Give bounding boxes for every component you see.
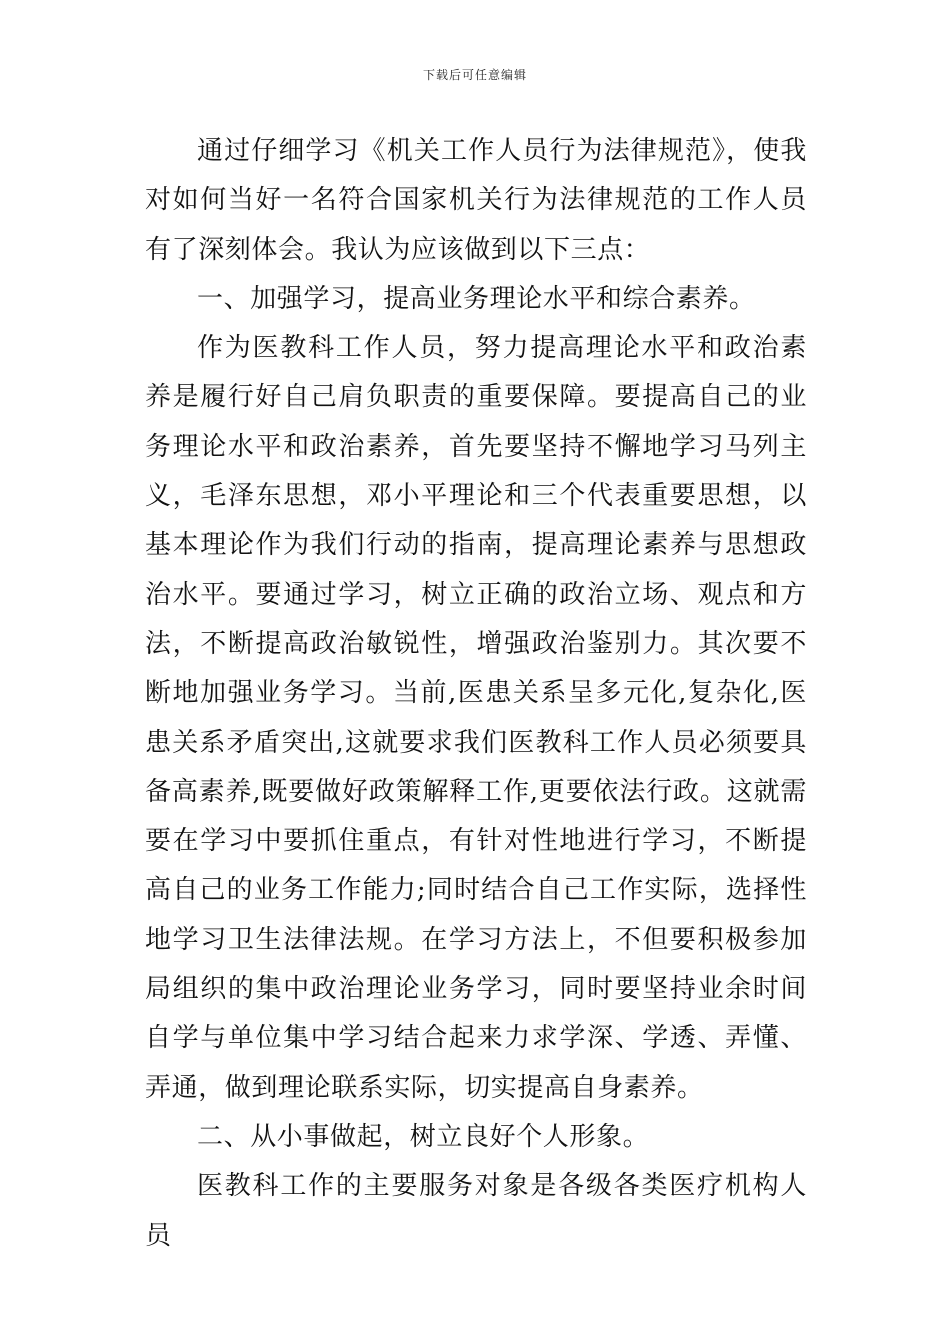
paragraph-section-1: 作为医教科工作人员，努力提高理论水平和政治素养是履行好自己肩负职责的重要保障。要提高自己的业务理论水平和政治素养，首先要坚持不懈地学习马列主义，毛泽东思想，邓小平理论和三个代表重要思想，以基本理论作为我们行动的指南，提高理论素养与思想政治水平。要通过学习，树立正确的政治立场、观点和方法，不断提高政治敏锐性，增强政治鉴别力。其次要不断地加强业务学习。当前,医患关系呈多元化,复杂化,医患关系矛盾突出,这就要求我们医教科工作人员必须要具备高素养,既要做好政策解释工作,更要依法行政。这就需要在学习中要抓住重点，有针对性地进行学习，不断提高自己的业务工作能力;同时结合自己工作实际，选择性地学习卫生法律法规。在学习方法上，不但要积极参加局组织的集中政治理论业务学习，同时要坚持业余时间自学与单位集中学习结合起来力求学深、学透、弄懂、弄通，做到理论联系实际，切实提高自身素养。 <box>145 333 807 1103</box>
paragraph-section-2: 医教科工作的主要服务对象是各级各类医疗机构人员 <box>145 1171 807 1251</box>
page-header: 下载后可任意编辑 <box>422 68 527 82</box>
paragraph-intro: 通过仔细学习《机关工作人员行为法律规范》，使我对如何当好一名符合国家机关行为法律规范的工作人员有了深刻体会。我认为应该做到以下三点： <box>145 136 807 265</box>
document-body <box>145 127 807 1261</box>
section-heading-1: 一、加强学习，提高业务理论水平和综合素养。 <box>197 283 756 314</box>
section-heading-2: 二、从小事做起，树立良好个人形象。 <box>197 1121 650 1152</box>
